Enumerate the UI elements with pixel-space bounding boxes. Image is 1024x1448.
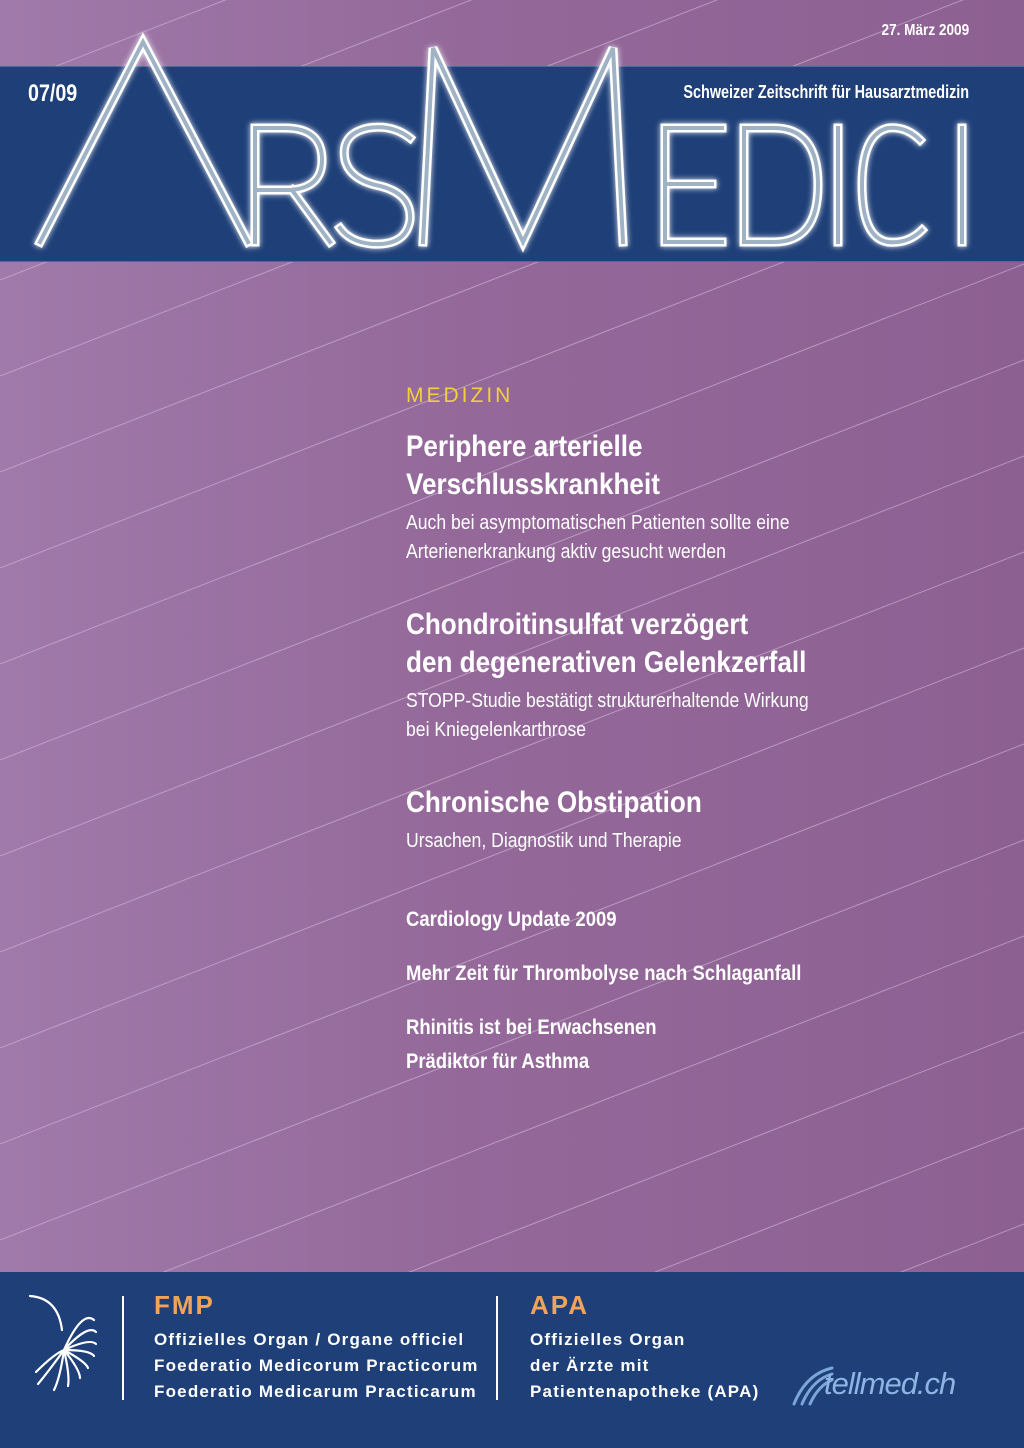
- sponsor-name: tellmed.ch: [824, 1366, 956, 1401]
- masthead-logo: [0, 30, 1024, 270]
- article-chondroitin[interactable]: [406, 606, 926, 746]
- article-subtitle: [406, 826, 899, 857]
- article-title-line: den degenerativen Gelenkzerfall: [406, 646, 807, 679]
- fmp-logo-icon: [24, 1290, 104, 1400]
- article-title-line: Chondroitinsulfat verzögert: [406, 608, 749, 641]
- fmp-heading: FMP: [154, 1290, 215, 1320]
- fmp-line: Foederatio Medicarum Practicarum: [154, 1382, 477, 1401]
- article-title-line: Periphere arterielle: [406, 430, 643, 463]
- magazine-subtitle: Schweizer Zeitschrift für Hausarztmedizin: [683, 82, 969, 102]
- apa-line: der Ärzte mit: [530, 1356, 650, 1375]
- footer-band: [0, 1272, 1024, 1448]
- issue-number: 07/09: [28, 80, 78, 107]
- apa-heading: APA: [530, 1290, 589, 1320]
- article-obstipation[interactable]: [406, 784, 926, 857]
- short-item-line: Rhinitis ist bei Erwachsenen: [406, 1016, 657, 1039]
- article-subtitle-line: bei Kniegelenkarthrose: [406, 719, 587, 741]
- article-subtitle: [406, 508, 899, 568]
- fmp-line: Offizielles Organ / Organe officiel: [154, 1330, 465, 1349]
- short-item-line: Prädiktor für Asthma: [406, 1050, 590, 1073]
- sponsor-logo[interactable]: [790, 1364, 1000, 1408]
- footer-divider: [122, 1296, 124, 1400]
- cover-contents: [406, 384, 926, 1079]
- short-item-rhinitis[interactable]: [406, 1011, 899, 1079]
- article-pavk[interactable]: [406, 428, 926, 568]
- article-subtitle-line: Auch bei asymptomatischen Patienten sollte eine: [406, 512, 790, 534]
- article-title-line: Chronische Obstipation: [406, 786, 702, 819]
- short-item-cardiology[interactable]: Cardiology Update 2009: [406, 908, 617, 931]
- article-subtitle-line: Arterienerkrankung aktiv gesucht werden: [406, 541, 726, 563]
- article-title-line: Verschlusskrankheit: [406, 468, 660, 501]
- apa-line: Patientenapotheke (APA): [530, 1382, 760, 1401]
- article-subtitle-line: STOPP-Studie bestätigt strukturerhaltende Wirkung: [406, 690, 809, 712]
- short-item-thrombolyse[interactable]: Mehr Zeit für Thrombolyse nach Schlaganfall: [406, 962, 802, 985]
- fmp-line: Foederatio Medicorum Practicorum: [154, 1356, 479, 1375]
- article-subtitle-line: Ursachen, Diagnostik und Therapie: [406, 830, 682, 852]
- footer-divider: [496, 1296, 498, 1400]
- section-label: MEDIZIN: [406, 384, 514, 407]
- issue-date: 27. März 2009: [881, 22, 969, 39]
- article-subtitle: [406, 686, 899, 746]
- apa-line: Offizielles Organ: [530, 1330, 686, 1349]
